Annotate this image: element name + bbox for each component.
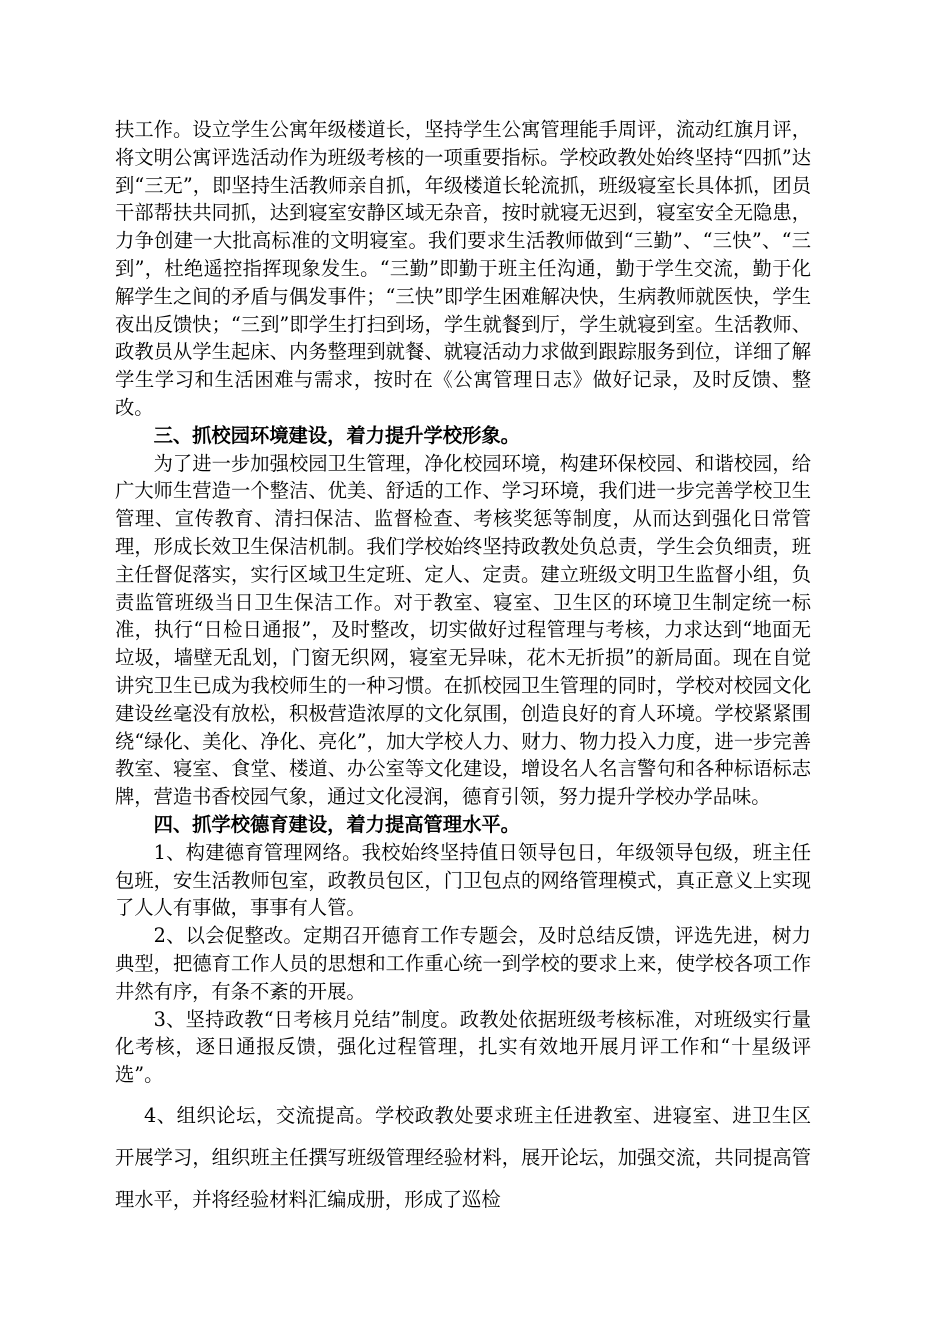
paragraph-campus-environment: 为了进一步加强校园卫生管理，净化校园环境，构建环保校园、和谐校园，给广大师生营造一个整洁、优美、舒适的工作、学习环境，我们进一步完善学校卫生管理、宣传教育、清扫保洁、监督检查、考核奖惩等制度，从而达到强化日常管理，形成长效卫生保洁机制。我们学校始终坚持政教处负总责，学生会负细责，班主任督促落实，实行区域卫生定班、定人、定责。建立班级文明卫生监督小组，负责监管班级当日卫生保洁工作。对于教室、寝室、卫生区的环境卫生制定统一标准，执行“日检日通报”，及时整改，切实做好过程管理与考核，力求达到“地面无垃圾，墙壁无乱划，门窗无织网，寝室无异味，花木无折损”的新局面。现在自觉讲究卫生已成为我校师生的一种习惯。在抓校园卫生管理的同时，学校对校园文化建设丝毫没有放松，积极营造浓厚的文化氛围，创造良好的育人环境。学校紧紧围绕“绿化、美化、净化、亮化”，加大学校人力、财力、物力投入力度，进一步完善教室、寝室、食堂、楼道、办公室等文化建设，增设名人名言警句和各种标语标志牌，营造书香校园气象，通过文化浸润，德育引领，努力提升学校办学品味。 [115,451,811,809]
paragraph-management-network: 1、构建德育管理网络。我校始终坚持值日领导包日，年级领导包级，班主任包班，安生活教师包室，政教员包区，门卫包点的网络管理模式，真正意义上实现了人人有事做，事事有人管。 [115,840,811,920]
paragraph-dormitory-management: 扶工作。设立学生公寓年级楼道长，坚持学生公寓管理能手周评，流动红旗月评，将文明公寓评选活动作为班级考核的一项重要指标。学校政教处始终坚持“四抓”达到“三无”，即坚持生活教师亲自抓，年级楼道长轮流抓，班级寝室长具体抓，团员干部帮扶共同抓，达到寝室安静区域无杂音，按时就寝无迟到，寝室安全无隐患，力争创建一大批高标准的文明寝室。我们要求生活教师做到“三勤”、“三快”、“三到”，杜绝遥控指挥现象发生。“三勤”即勤于班主任沟通，勤于学生交流，勤于化解学生之间的矛盾与偶发事件；“三快”即学生困难解决快，生病教师就医快，学生夜出反馈快；“三到”即学生打扫到场，学生就餐到厅，学生就寝到室。生活教师、政教员从学生起床、内务整理到就餐、就寝活动力求做到跟踪服务到位，详细了解学生学习和生活困难与需求，按时在《公寓管理日志》做好记录，及时反馈、整改。 [115,118,811,419]
paragraph-forum: 4、组织论坛，交流提高。学校政教处要求班主任进教室、进寝室、进卫生区开展学习，组织班主任撰写班级管理经验材料，展开论坛，加强交流，共同提高管理水平，并将经验材料汇编成册，形成了巡检 [115,1103,811,1211]
paragraph-meetings: 2、以会促整改。定期召开德育工作专题会，及时总结反馈，评选先进，树力典型，把德育工作人员的思想和工作重心统一到学校的要求上来，使学校各项工作井然有序，有条不紊的开展。 [115,924,811,1003]
document-page [115,116,811,1221]
section-heading-campus-environment: 三、抓校园环境建设，着力提升学校形象。 [153,423,520,447]
paragraph-daily-assessment: 3、坚持政教“日考核月兑结”制度。政教处依据班级考核标准，对班级实行量化考核，逐日通报反馈，强化过程管理，扎实有效地开展月评工作和“十星级评选”。 [115,1007,811,1087]
section-heading-moral-education: 四、抓学校德育建设，着力提高管理水平。 [153,812,520,836]
